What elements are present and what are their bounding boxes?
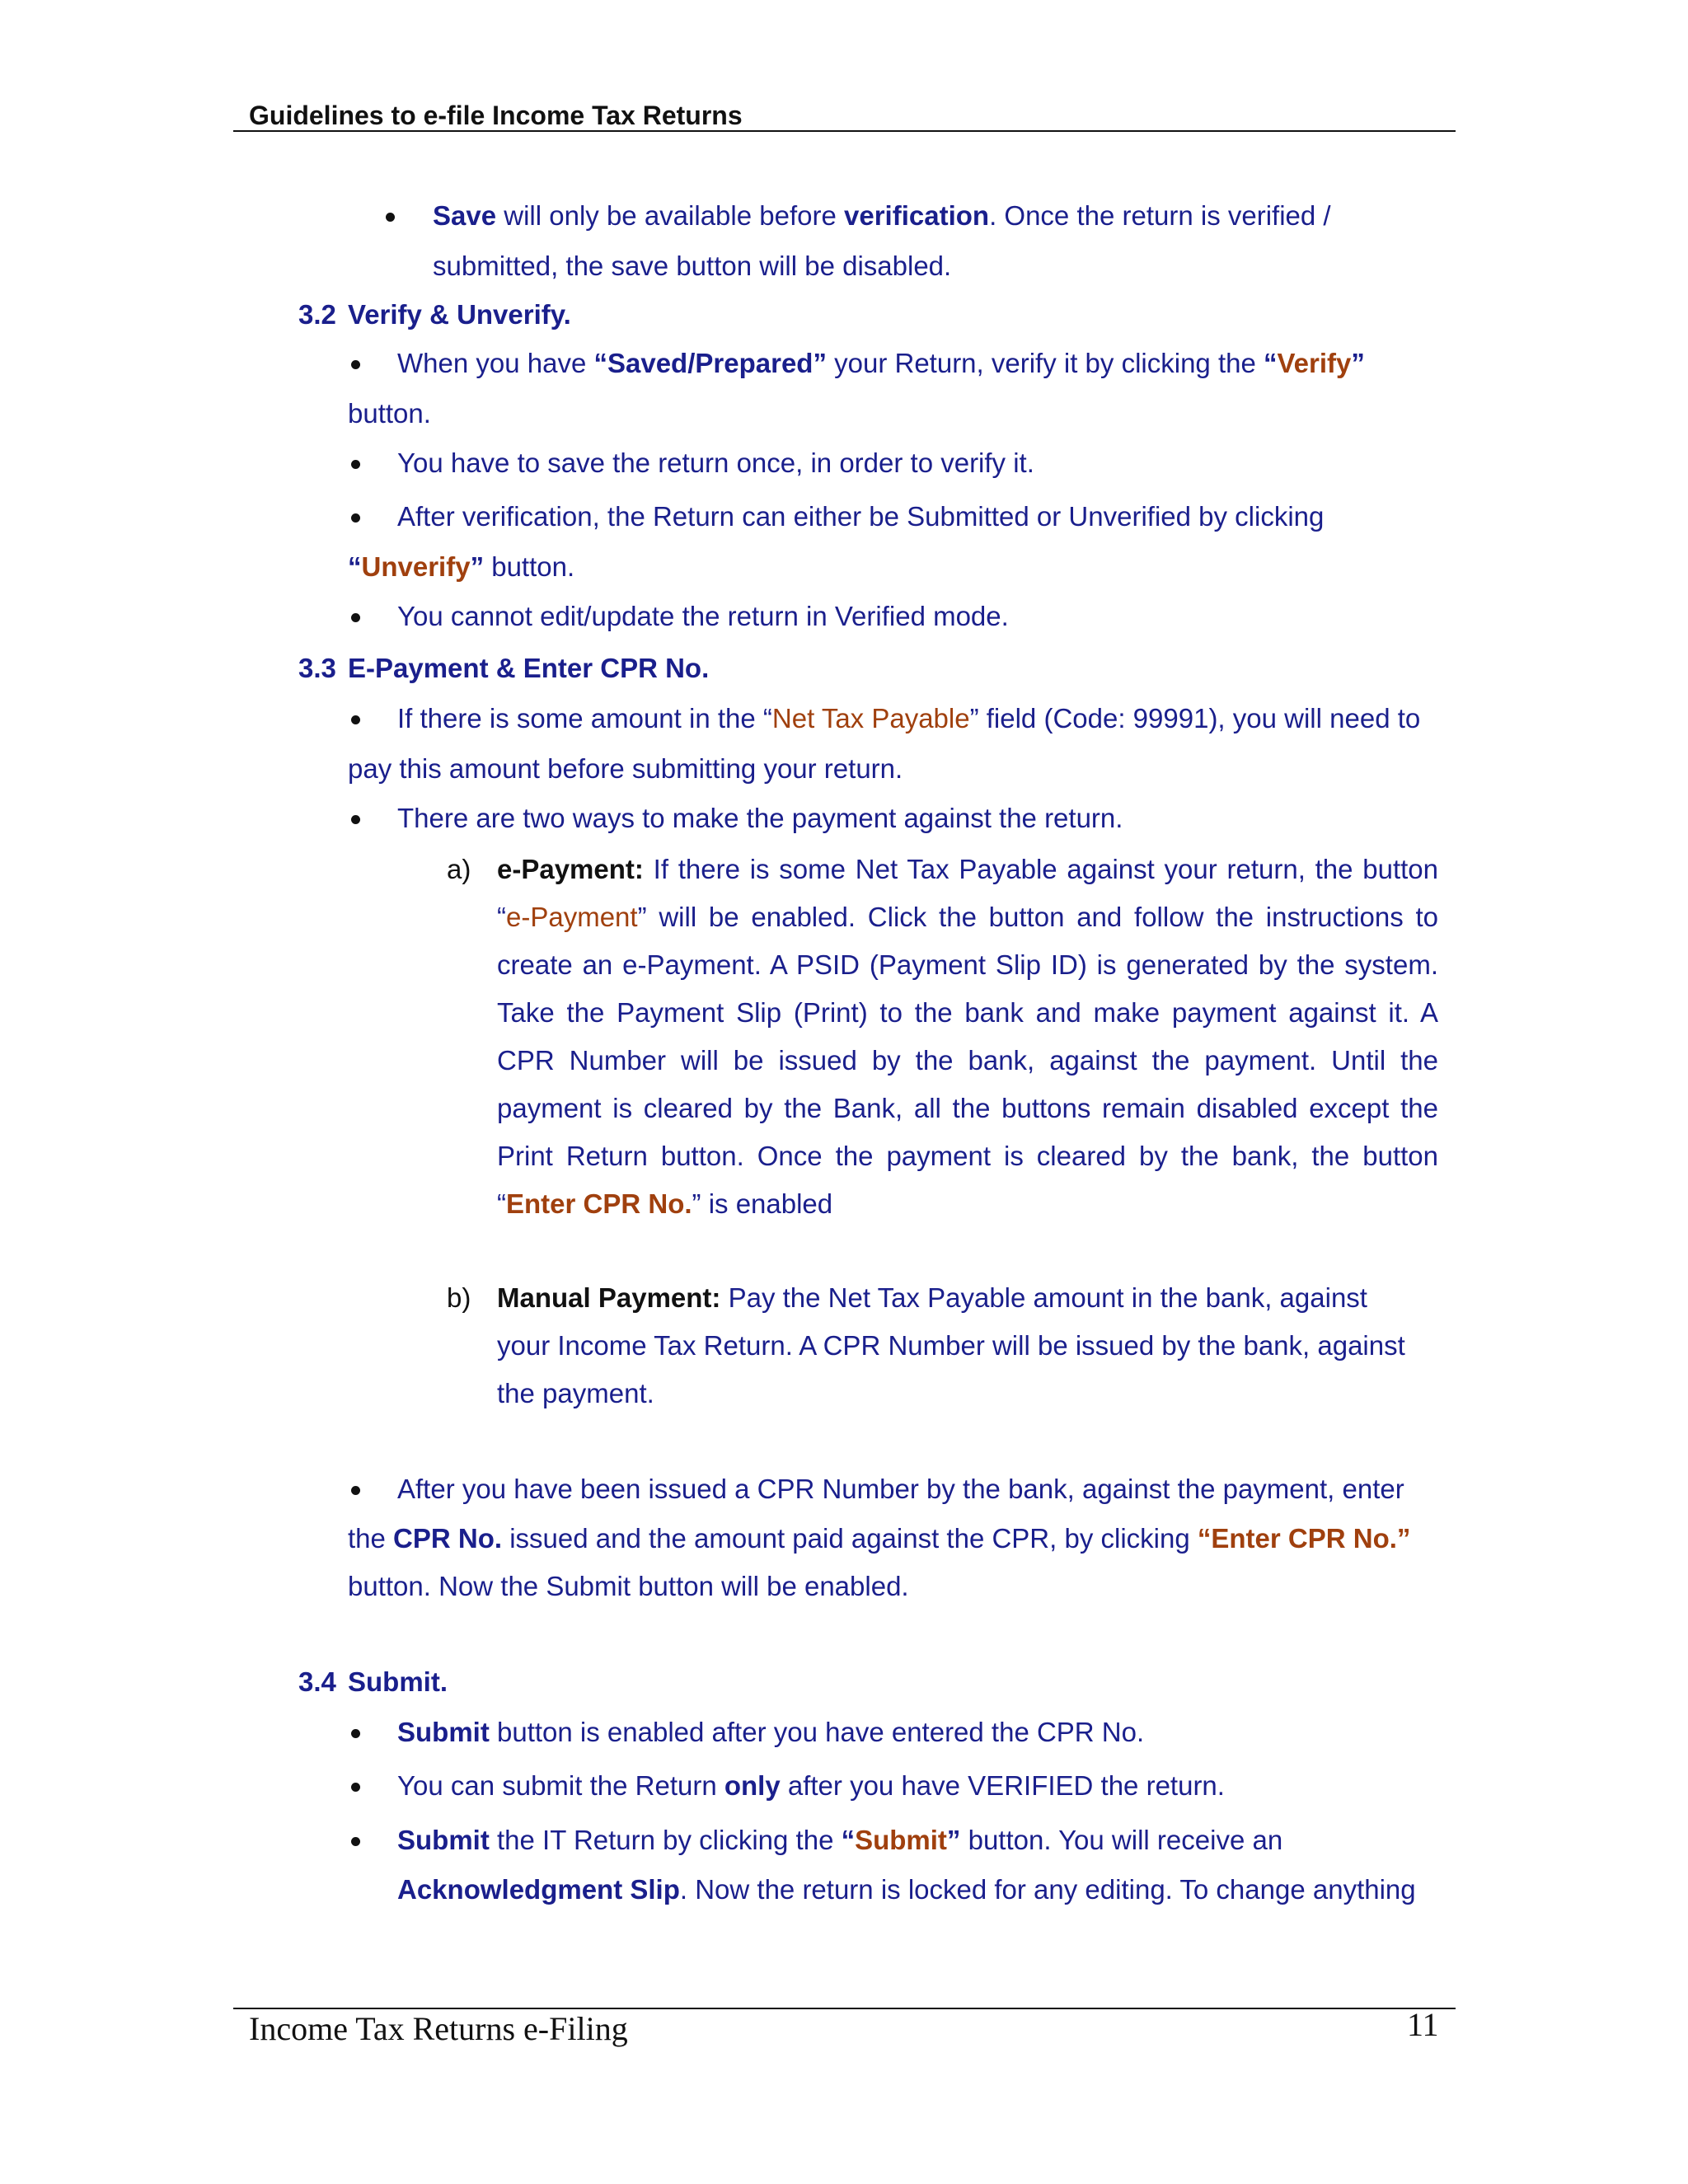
text: If there is some Net Tax Payable against your return, the button (653, 854, 1439, 884)
two-ways-bullet: There are two ways to make the payment against the return. (397, 803, 1123, 833)
text: your Return, verify it by clicking the (826, 348, 1264, 378)
text: ” is enabled (692, 1188, 833, 1219)
epayment-line1 (497, 853, 1438, 886)
submit-enabled-bullet (397, 1716, 1144, 1749)
footer-title: Income Tax Returns e-Filing (249, 2010, 628, 2047)
text: You can submit the Return (397, 1770, 724, 1801)
text: the IT Return by clicking the (489, 1825, 842, 1855)
save-term: Save (433, 200, 497, 231)
text: . Now the return is locked for any editing. To change anything (679, 1874, 1416, 1905)
quote: ” (1351, 348, 1365, 378)
epayment-line3: create an e-Payment. A PSID (Payment Slip ID) is generated by the system. (497, 949, 1438, 980)
section-number: 3.4 (298, 1666, 336, 1697)
bullet (351, 1729, 360, 1738)
text: button. You will receive an (960, 1825, 1283, 1855)
epayment-line8 (497, 1188, 832, 1221)
acknowledgment-slip-term: Acknowledgment Slip (397, 1874, 680, 1905)
net-tax-bullet-line1 (397, 702, 1420, 735)
bullet (351, 1486, 360, 1495)
list-marker-a: a) (447, 854, 471, 884)
manual-line3: the payment. (497, 1378, 654, 1408)
unverify-button-ref: Unverify (361, 551, 471, 582)
submit-return-line1 (397, 1824, 1282, 1857)
verify-bullet-line1 (397, 347, 1365, 380)
verify-button-ref: Verify (1277, 348, 1352, 378)
text: If there is some amount in the “ (397, 703, 772, 733)
quote: ” (470, 551, 485, 582)
quote: ” (1396, 1523, 1411, 1554)
verification-term: verification (844, 200, 990, 231)
submit-return-line2 (397, 1873, 1416, 1906)
bullet (351, 1837, 360, 1846)
text: When you have (397, 348, 594, 378)
text: the (348, 1523, 394, 1554)
bullet (351, 460, 360, 469)
save-note-line1 (433, 199, 1331, 232)
enter-cpr-button-ref: Enter CPR No. (1211, 1523, 1397, 1554)
saved-prepared-term: “Saved/Prepared” (593, 348, 827, 378)
text: issued and the amount paid against the CPR, by clicking (502, 1523, 1198, 1554)
save-note-line2: submitted, the save button will be disabled. (433, 251, 952, 281)
quote: “ (497, 1188, 506, 1219)
section-title: Verify & Unverify. (348, 299, 571, 330)
bullet (351, 1783, 360, 1792)
manual-line1 (497, 1282, 1367, 1315)
save-text: will only be available before (496, 200, 844, 231)
net-tax-payable-field-ref: Net Tax Payable (771, 703, 970, 733)
quote: “ (841, 1825, 856, 1855)
page-header-title: Guidelines to e-file Income Tax Returns (249, 101, 743, 130)
submit-term: Submit (397, 1717, 490, 1747)
enter-cpr-button-ref: Enter CPR No. (506, 1188, 692, 1219)
epayment-line6: payment is cleared by the Bank, all the buttons remain disabled except the (497, 1093, 1438, 1123)
epayment-line4: Take the Payment Slip (Print) to the bank and make payment against it. A (497, 997, 1438, 1028)
submit-button-ref: Submit (855, 1825, 947, 1855)
section-title: E-Payment & Enter CPR No. (348, 653, 710, 683)
verify-bullet-line2: button. (348, 398, 431, 429)
bullet (386, 213, 395, 222)
save-text: . Once the return is verified / (989, 200, 1331, 231)
text: Pay the Net Tax Payable amount in the bank, against (720, 1282, 1367, 1313)
bullet (351, 360, 360, 369)
after-verification-line2 (348, 551, 574, 583)
epayment-line2 (497, 901, 1438, 934)
only-term: only (724, 1770, 781, 1801)
quote: “ (497, 902, 506, 932)
quote: “ (1263, 348, 1278, 378)
save-once-bullet: You have to save the return once, in order to verify it. (397, 448, 1034, 478)
section-number: 3.2 (298, 299, 336, 330)
section-number: 3.3 (298, 653, 336, 683)
page-number: 11 (1407, 2006, 1439, 2043)
cpr-bullet-line1: After you have been issued a CPR Number by the bank, against the payment, enter (397, 1474, 1404, 1504)
epayment-button-ref: e-Payment (506, 902, 638, 932)
quote: ” (946, 1825, 961, 1855)
submit-term: Submit (397, 1825, 490, 1855)
list-marker-b: b) (447, 1282, 471, 1313)
bullet (351, 513, 360, 523)
cannot-edit-bullet: You cannot edit/update the return in Verified mode. (397, 601, 1009, 631)
epayment-line5: CPR Number will be issued by the bank, against the payment. Until the (497, 1045, 1438, 1076)
net-tax-bullet-line2: pay this amount before submitting your return. (348, 753, 903, 784)
epayment-label: e-Payment: (497, 854, 644, 884)
cpr-bullet-line2 (348, 1522, 1410, 1555)
bullet (351, 613, 360, 622)
after-verification-line1: After verification, the Return can either be Submitted or Unverified by clicking (397, 501, 1325, 532)
header-rule (233, 130, 1456, 132)
manual-payment-label: Manual Payment: (497, 1282, 721, 1313)
bullet (351, 815, 360, 824)
text: ” will be enabled. Click the button and follow the instructions to (637, 902, 1438, 932)
cpr-no-term: CPR No. (393, 1523, 503, 1554)
submit-only-bullet (397, 1769, 1225, 1802)
text: ” field (Code: 99991), you will need to (969, 703, 1421, 733)
quote: “ (1197, 1523, 1212, 1554)
manual-line2: your Income Tax Return. A CPR Number will be issued by the bank, against (497, 1330, 1405, 1361)
text: after you have VERIFIED the return. (780, 1770, 1225, 1801)
text: button. (484, 551, 575, 582)
text: button is enabled after you have entered the CPR No. (489, 1717, 1145, 1747)
cpr-bullet-line3: button. Now the Submit button will be enabled. (348, 1571, 909, 1601)
bullet (351, 715, 360, 724)
section-title: Submit. (348, 1666, 448, 1697)
epayment-line7: Print Return button. Once the payment is cleared by the bank, the button (497, 1141, 1438, 1171)
quote: “ (348, 551, 362, 582)
